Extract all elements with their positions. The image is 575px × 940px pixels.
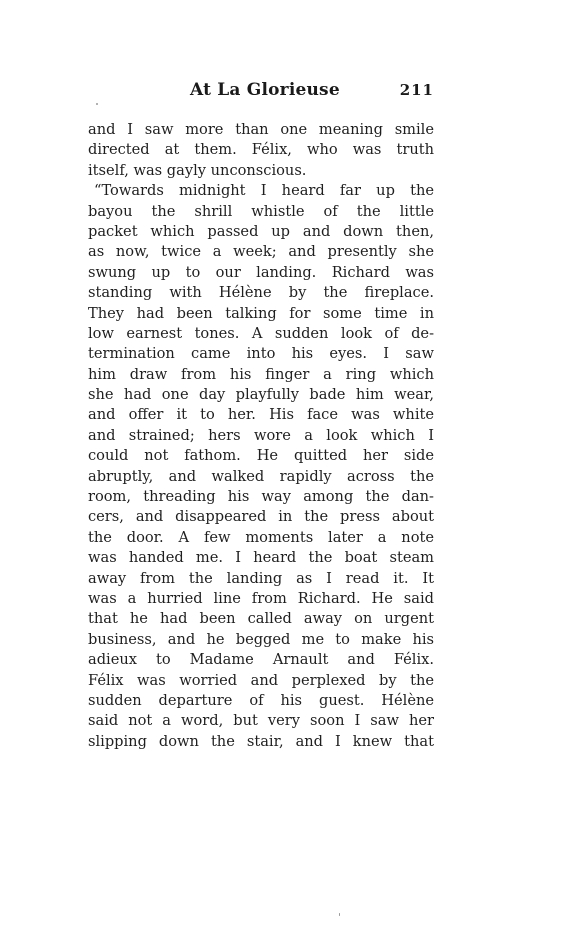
text-line: him draw from his finger a ring which xyxy=(88,365,434,383)
text-line: was a hurried line from Richard. He said xyxy=(88,589,434,607)
text-line: swung up to our landing. Richard was xyxy=(88,263,434,281)
page-number: 211 xyxy=(399,81,434,99)
text-line: room, threading his way among the dan- xyxy=(88,488,434,506)
text-line: said not a word, but very soon I saw her xyxy=(88,712,434,730)
text-line: They had been talking for some time in xyxy=(88,304,434,322)
body-text xyxy=(88,120,434,752)
text-line: bayou the shrill whistle of the little xyxy=(88,202,434,220)
text-line: as now, twice a week; and presently she xyxy=(88,243,434,261)
text-line: Félix was worried and perplexed by the xyxy=(88,671,434,689)
text-line: slipping down the stair, and I knew that xyxy=(88,732,434,750)
text-line: and I saw more than one meaning smile xyxy=(88,121,434,138)
text-line: the door. A few moments later a note xyxy=(88,528,434,546)
text-line: low earnest tones. A sudden look of de- xyxy=(88,324,434,342)
text-line: packet which passed up and down then, xyxy=(88,222,434,240)
text-line: she had one day playfully bade him wear, xyxy=(88,386,434,404)
text-line: directed at them. Félix, who was truth xyxy=(88,141,434,159)
text-line: adieux to Madame Arnault and Félix. xyxy=(88,651,434,669)
text-line: itself, was gayly unconscious. xyxy=(88,161,307,179)
text-line: was handed me. I heard the boat steam xyxy=(88,549,434,567)
text-line: business, and he begged me to make his xyxy=(88,630,434,648)
text-line: cers, and disappeared in the press about xyxy=(88,508,434,526)
text-line: away from the landing as I read it. It xyxy=(88,569,434,587)
text-line: sudden departure of his guest. Hélène xyxy=(88,691,434,709)
text-line: standing with Hélène by the fireplace. xyxy=(88,284,434,302)
paper-speck xyxy=(339,913,340,916)
text-line: could not fathom. He quitted her side xyxy=(88,447,434,465)
paper-speck xyxy=(96,103,98,105)
running-head xyxy=(88,80,434,106)
text-line: and offer it to her. His face was white xyxy=(88,406,434,424)
running-title: At La Glorieuse xyxy=(190,80,340,100)
text-line: abruptly, and walked rapidly across the xyxy=(88,467,434,485)
text-line: “Towards midnight I heard far up the xyxy=(94,182,434,200)
text-line: termination came into his eyes. I saw xyxy=(88,345,434,363)
text-line: that he had been called away on urgent xyxy=(88,610,434,628)
text-line: and strained; hers wore a look which I xyxy=(88,426,434,444)
